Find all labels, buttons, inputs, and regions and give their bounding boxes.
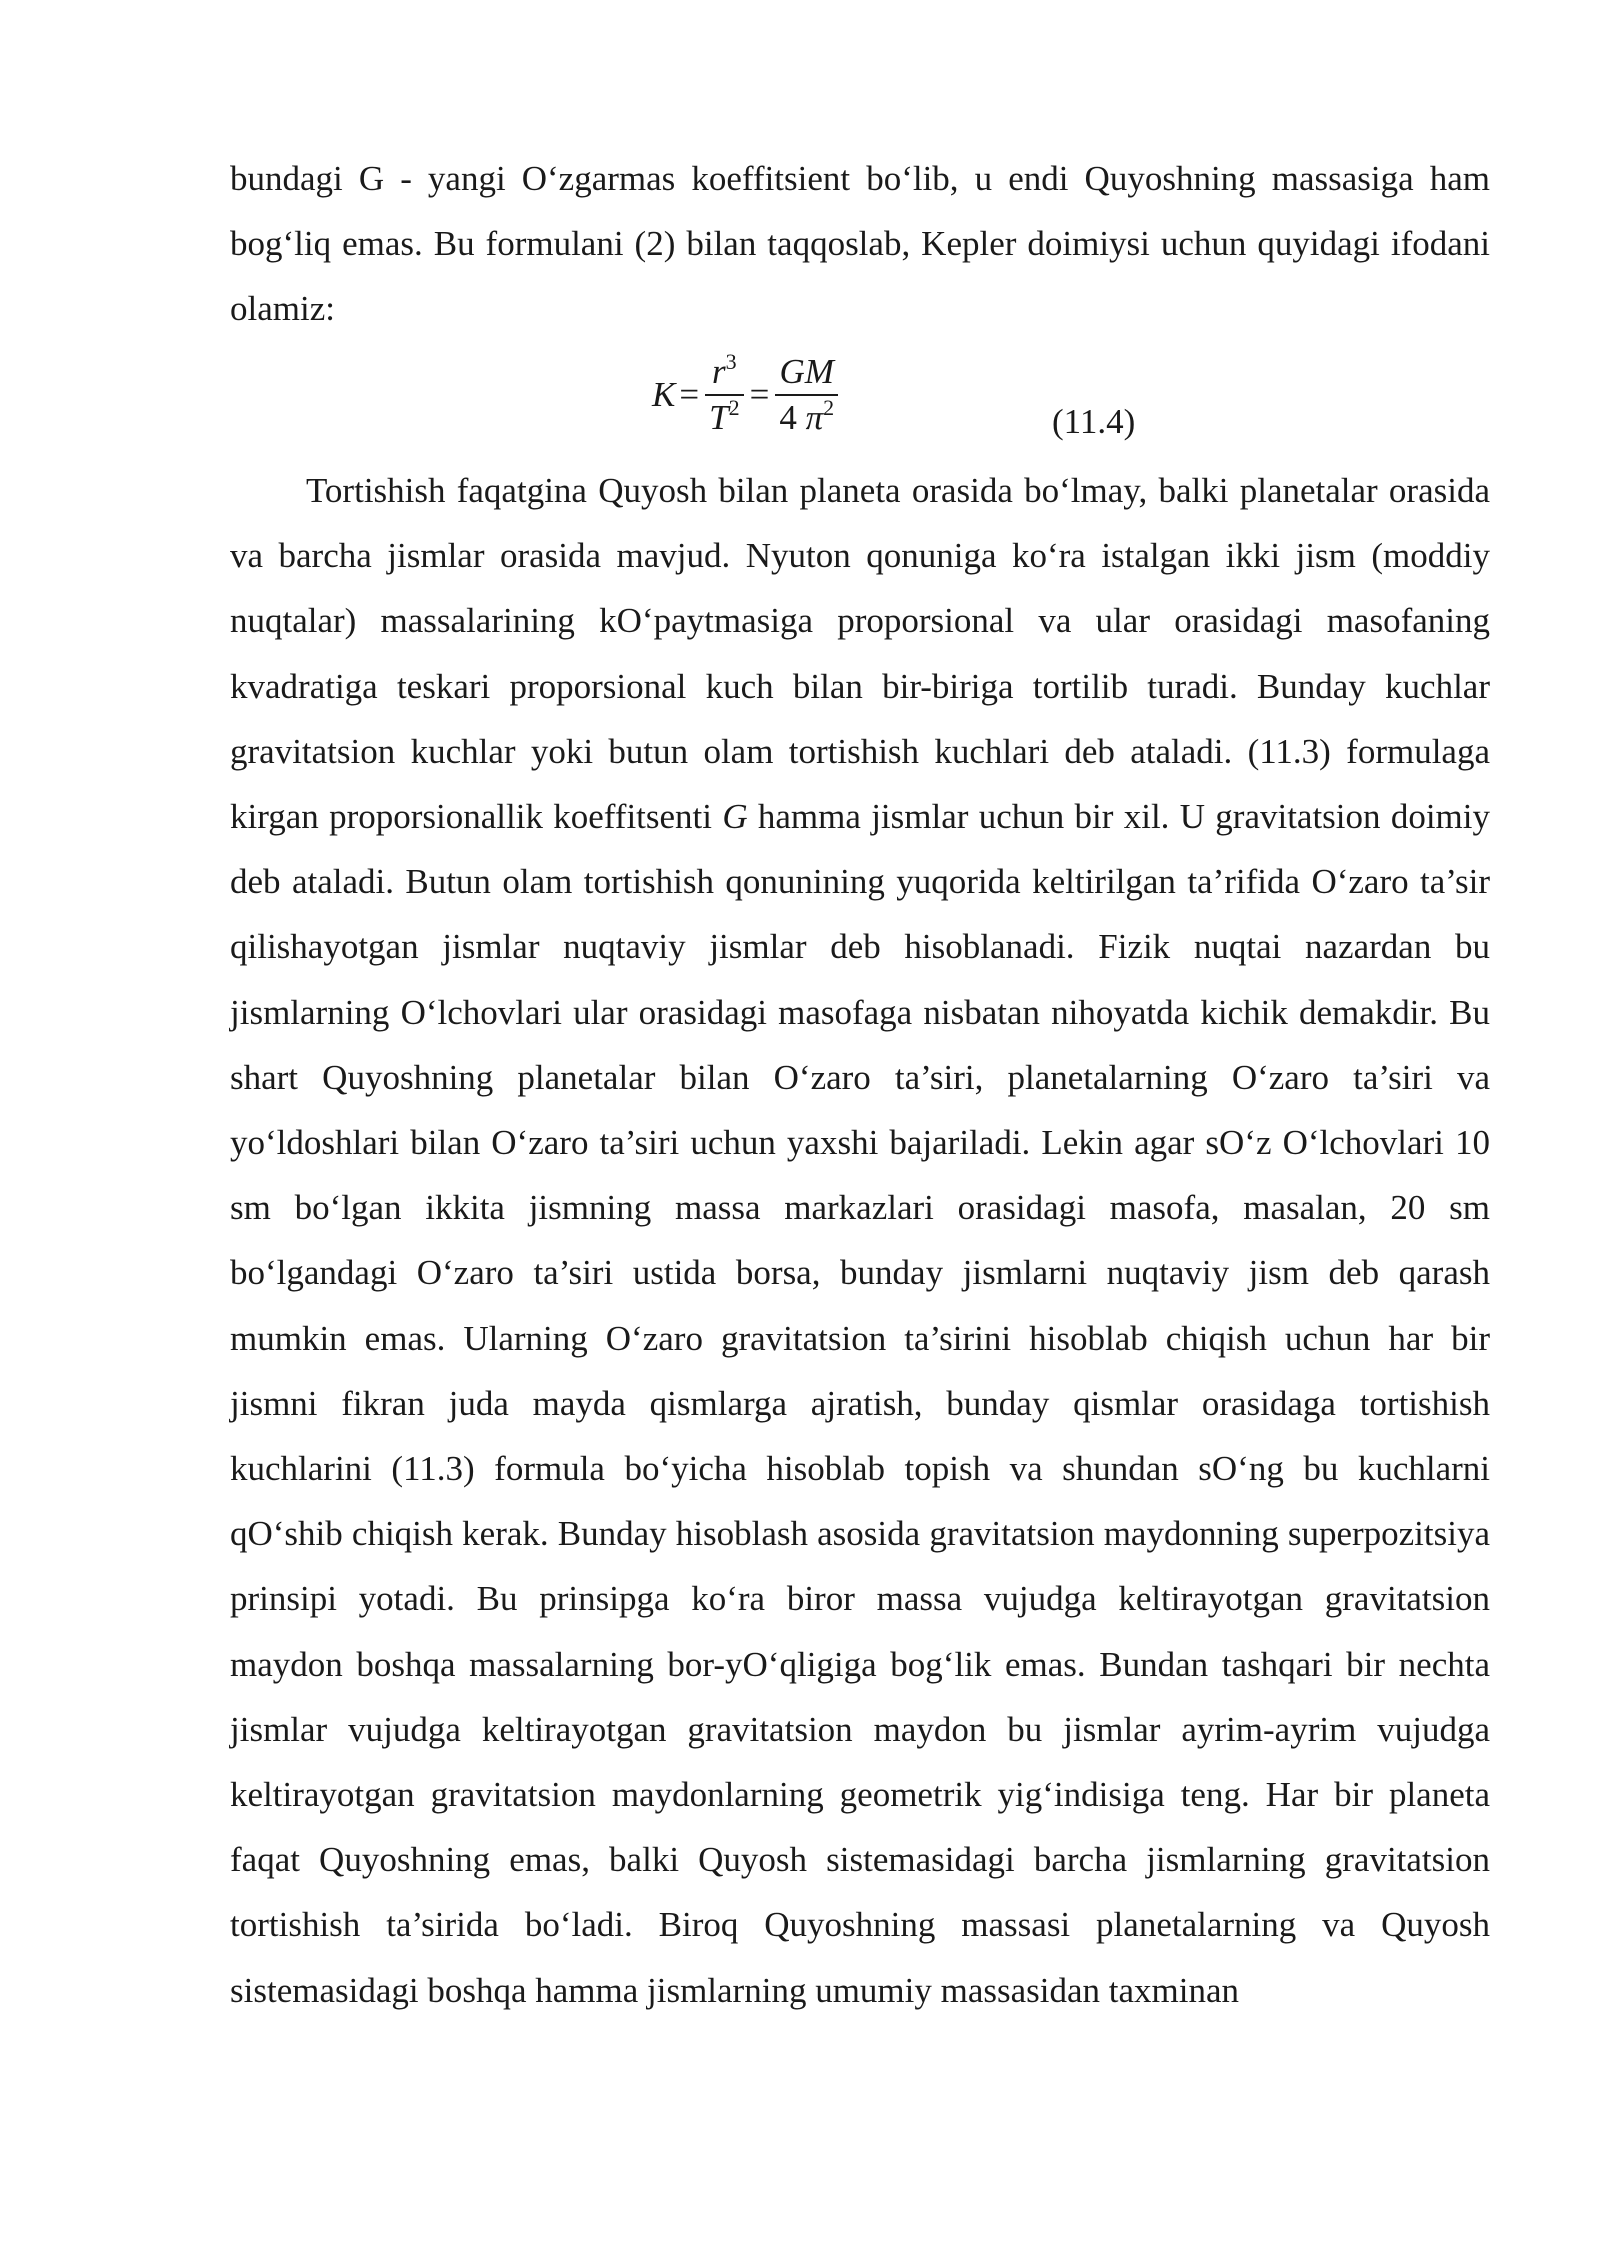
- g-symbol: G: [722, 797, 748, 837]
- equals-sign-1: =: [679, 375, 700, 414]
- fraction-numerator: [708, 350, 741, 394]
- exponent: 2: [728, 395, 740, 420]
- equation-number: (11.4): [1052, 402, 1136, 441]
- fraction-gm-over-4pi2: [775, 350, 838, 440]
- equation-expression: [652, 340, 840, 450]
- fraction-denominator: [775, 396, 838, 440]
- exponent: 2: [823, 395, 835, 420]
- kepler-constant-equation: [0, 340, 1600, 460]
- t-symbol: T: [709, 398, 729, 437]
- fraction-r3-over-t2: [705, 350, 743, 440]
- main-paragraph: [230, 458, 1490, 2023]
- equation-lhs: K: [652, 375, 676, 414]
- coefficient: 4: [779, 398, 797, 437]
- fraction-numerator: GM: [779, 352, 834, 391]
- fraction-denominator: [705, 396, 743, 440]
- exponent: 3: [725, 349, 737, 374]
- intro-paragraph: bundagi G - yangi O‘zgarmas koeffitsient bo‘lib, u endi Quyoshning massasiga ham bog‘liq emas. Bu formulani (2) bilan taqqoslab, Kepler doimiysi uchun quyidagi ifodani olamiz:: [230, 159, 1490, 329]
- pi-symbol: π: [805, 398, 824, 437]
- main-paragraph-text-2: hamma jismlar uchun bir xil. U gravitatsion doimiy deb ataladi. Butun olam tortishish qonunining yuqorida keltirilgan ta’rifida O‘zaro ta’sir qilishayotgan jismlar nuqtaviy jismlar deb hisoblanadi. Fizik nuqtai nazardan bu jismlarning O‘lchovlari ular orasidagi masofaga nisbatan nihoyatda kichik demakdir. Bu shart Quyoshning planetalar bilan O‘zaro ta’siri, planetalarning O‘zaro ta’siri va yo‘ldoshlari bilan O‘zaro ta’siri uchun yaxshi bajariladi. Lekin agar sO‘z O‘lchovlari 10 sm bo‘lgan ikkita jismning massa markazlari orasidagi masofa, masalan, 20 sm bo‘lgandagi O‘zaro ta’siri ustida borsa, bunday jismlarni nuqtaviy jism deb qarash mumkin emas. Ularning O‘zaro gravitatsion ta’sirini hisoblab chiqish uchun har bir jismni fikran juda mayda qismlarga ajratish, bunday qismlar orasidaga tortishish kuchlarini (11.3) formula bo‘yicha hisoblab topish va shundan sO‘ng bu kuchlarni qO‘shib chiqish kerak. Bunday hisoblash asosida gravitatsion maydonning superpozitsiya prinsipi yotadi. Bu prinsipga ko‘ra biror massa vujudga keltirayotgan gravitatsion maydon boshqa massalarning bor-yO‘qligiga bog‘lik emas. Bundan tashqari bir nechta jismlar vujudga keltirayotgan gravitatsion maydon bu jismlar ayrim-ayrim vujudga keltirayotgan gravitatsion maydonlarning geometrik yig‘indisiga teng. Har bir planeta faqat Quyoshning emas, balki Quyosh sistemasidagi barcha jismlarning gravitatsion tortishish ta’sirida bo‘ladi. Biroq Quyoshning massasi planetalarning va Quyosh sistemasidagi boshqa hamma jismlarning umumiy massasidan taxminan: [230, 797, 1490, 2010]
- main-paragraph-text-1: Tortishish faqatgina Quyosh bilan planeta orasida bo‘lmay, balki planetalar orasida va barcha jismlar orasida mavjud. Nyuton qonuniga ko‘ra istalgan ikki jism (moddiy nuqtalar) massalarining kO‘paytmasiga proporsional va ular orasidagi masofaning kvadratiga teskari proporsional kuch bilan bir-biriga tortilib turadi. Bunday kuchlar gravitatsion kuchlar yoki butun olam tortishish kuchlari deb ataladi. (11.3) formulaga kirgan proporsionallik koeffitsenti: [230, 471, 1490, 837]
- equals-sign-2: =: [749, 375, 770, 414]
- r-symbol: r: [712, 352, 726, 391]
